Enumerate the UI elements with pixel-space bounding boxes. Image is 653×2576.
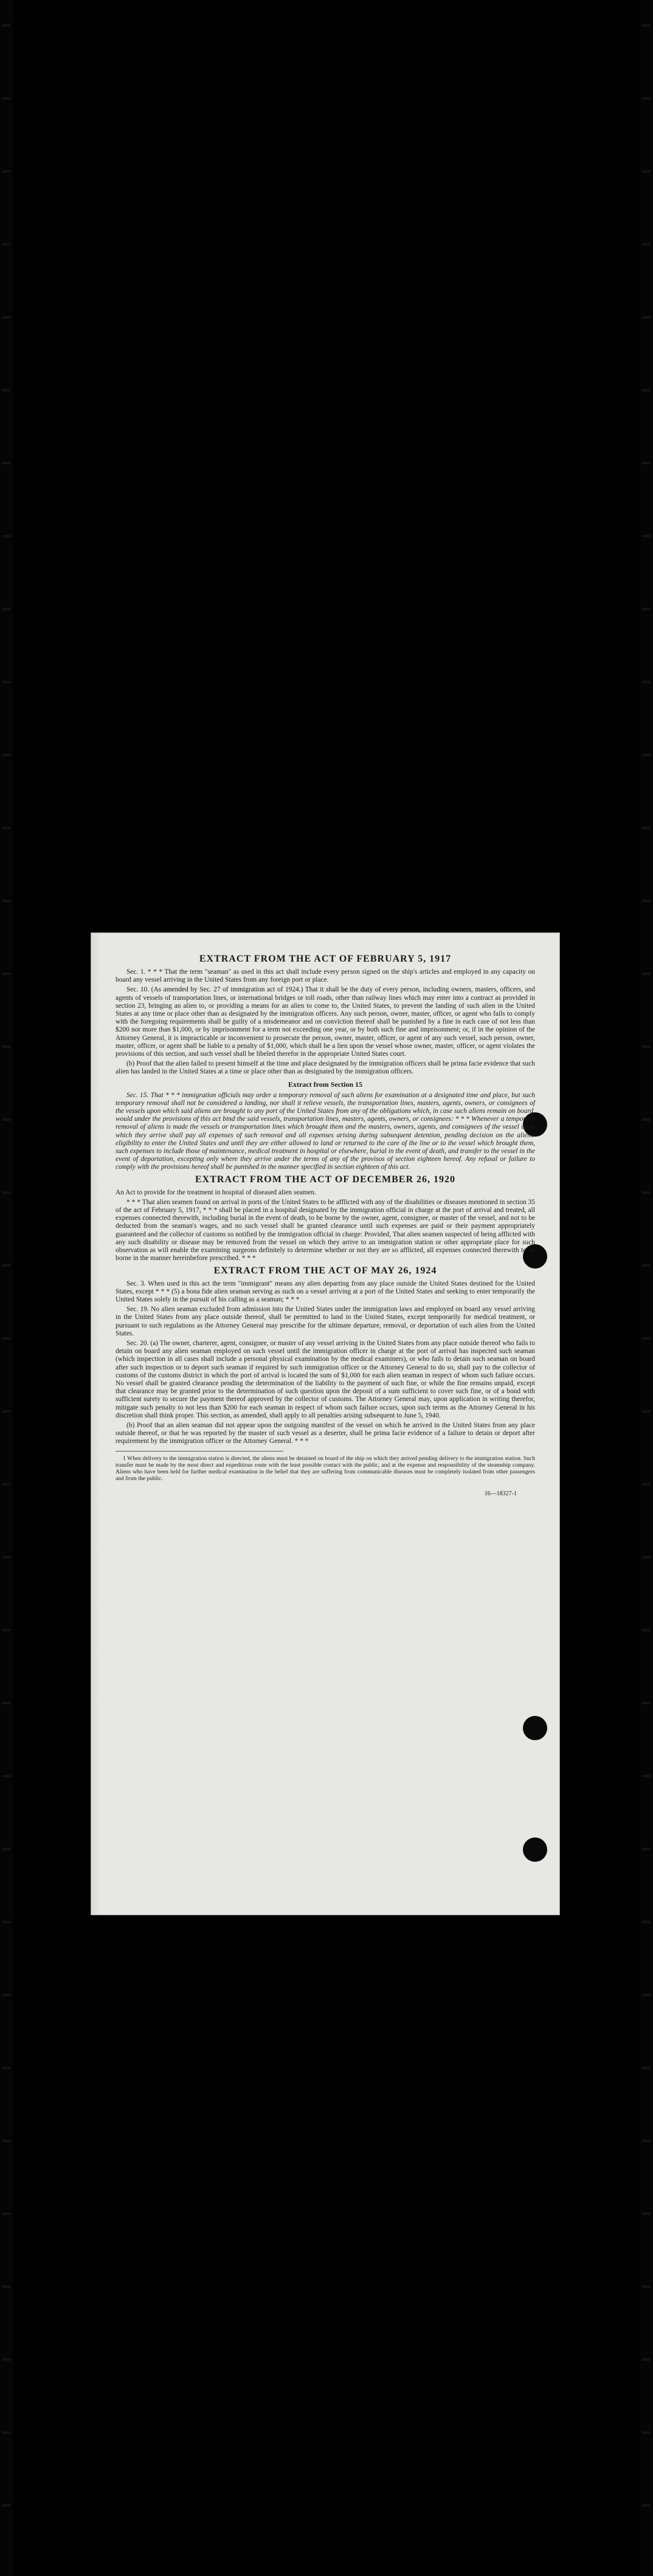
- film-sprocket-mark: [642, 900, 651, 902]
- film-sprocket-mark: [642, 1410, 651, 1413]
- film-sprocket-mark: [2, 1264, 11, 1267]
- paragraph: (b) Proof that the alien failed to present himself at the time and place designated by the immigration officers shall be prima facie evidence that such alien has landed in the United States at a time or place other than as designated by the immigration officers.: [116, 1060, 535, 1076]
- film-sprocket-mark: [2, 900, 11, 902]
- film-sprocket-mark: [642, 1337, 651, 1340]
- film-sprocket-mark: [2, 973, 11, 975]
- paragraph: Sec. 3. When used in this act the term "immigrant" means any alien departing from any place outside the United States destined for the United States, except * * * (5) a bona fide alien seaman serving as such on a vessel arriving at a port of the United States and seeking to enter temporarily the United States solely in the pursuit of his calling as a seaman; * * *: [116, 1279, 535, 1303]
- film-sprocket-mark: [2, 2067, 11, 2069]
- film-sprocket-mark: [642, 243, 651, 246]
- paragraph: Sec. 20. (a) The owner, charterer, agent, consignee, or master of any vessel arriving in the United States from any place outside thereof who fails to detain on board any alien seaman employed on such vessel until the immigration officer in charge at the port of arrival has inspected such seaman (which inspection in all cases shall include a personal physical examination by the medical examiners), or who fails to detain such seaman on board after such inspection or to deport such seaman if required by such immigration officer or the Attorney General to do so, shall pay to the collector of customs of the customs district in which the port of arrival is located the sum of $1,000 for each alien seaman in respect of whom such failure occurs. No vessel shall be granted clearance pending the determination of the liability to the payment of such fine, or while the fine remains unpaid, except that clearance may be granted prior to the determination of such question upon the deposit of a sum sufficient to cover such fine, or of a bond with sufficient surety to secure the payment thereof approved by the collector of customs. The Attorney General may, upon application in writing therefor, mitigate such penalty to not less than $200 for each seaman in respect of whom such failure occurs, upon such terms as the Attorney General in his discretion shall think proper. This section, as amended, shall apply to all penalties arising subsequent to June 5, 1940.: [116, 1339, 535, 1419]
- film-sprocket-mark: [2, 1556, 11, 1558]
- film-sprocket-mark: [642, 1629, 651, 1631]
- footnote-divider: [116, 1451, 283, 1452]
- film-sprocket-mark: [2, 1921, 11, 1923]
- film-sprocket-mark: [2, 754, 11, 756]
- film-sprocket-mark: [2, 24, 11, 27]
- punch-hole-3: [523, 1716, 547, 1740]
- document-page: [91, 933, 559, 1915]
- document-body: [116, 951, 535, 1497]
- film-sprocket-mark: [642, 608, 651, 610]
- film-edge-left: [0, 0, 13, 2576]
- film-sprocket-mark: [642, 1045, 651, 1048]
- film-sprocket-mark: [642, 973, 651, 975]
- film-sprocket-mark: [2, 170, 11, 173]
- film-sprocket-mark: [642, 2358, 651, 2361]
- film-sprocket-mark: [2, 681, 11, 683]
- film-sprocket-mark: [642, 2213, 651, 2215]
- film-sprocket-mark: [2, 462, 11, 464]
- film-sprocket-mark: [642, 2285, 651, 2288]
- film-sprocket-mark: [642, 681, 651, 683]
- film-sprocket-mark: [2, 2140, 11, 2142]
- film-sprocket-mark: [2, 827, 11, 829]
- film-sprocket-mark: [642, 1483, 651, 1486]
- film-sprocket-mark: [2, 1191, 11, 1194]
- film-sprocket-mark: [642, 462, 651, 464]
- paragraph: Sec. 19. No alien seaman excluded from admission into the United States under the immigration laws and employed on board any vessel arriving in the United States from any place outside thereof, shall be permitted to land in the United States, except temporarily for medical treatment, or pursuant to such regulations as the Attorney General may prescribe for the ultimate departure, removal, or deportation of such alien from the United States.: [116, 1306, 535, 1337]
- film-sprocket-mark: [642, 97, 651, 100]
- paragraph: Sec. 1. * * * That the term "seaman" as used in this act shall include every person signed on the ship's articles and employed in any capacity on board any vessel arriving in the United States from any foreign port or place.: [116, 968, 535, 984]
- film-sprocket-mark: [2, 2285, 11, 2288]
- film-sprocket-mark: [642, 389, 651, 391]
- film-sprocket-mark: [642, 1775, 651, 1777]
- film-sprocket-mark: [2, 97, 11, 100]
- film-sprocket-mark: [2, 535, 11, 537]
- film-sprocket-mark: [642, 316, 651, 319]
- paragraph: Sec. 15. That * * * immigration officials may order a temporary removal of such aliens for examination at a designated time and place, but such temporary removal shall not be considered a landing, nor shall it relieve vessels, the transportation lines, masters, agents, owners, or consignees of the vessels upon which said aliens are brought to any port of the United States from any of the obligations which, in case such aliens remain on board, would under the provisions of this act bind the said vessels, transportation lines, masters, agents, owners, or consignees: * * * Whenever a temporary removal of aliens is made the vessels or transportation lines which brought them and the masters, owners, agents, and consignees of the vessel upon which they arrive shall pay all expenses of such removal and all expenses arising during subsequent detention, pending decision on the aliens' eligibility to enter the United States and until they are either allowed to land or returned to the care of the line or to the vessel which brought them, such expenses to include those of maintenance, medical treatment in hospital or elsewhere, burial in the event of death, and transfer to the vessel in the event of deportation, excepting only where they arrive under the terms of any of the provisos of section eighteen hereof. Any refusal or failure to comply with the provisions hereof shall be punished in the manner specified in section eighteen of this act.: [116, 1091, 535, 1171]
- film-sprocket-mark: [642, 1848, 651, 1850]
- film-sprocket-mark: [2, 2358, 11, 2361]
- section-title: EXTRACT FROM THE ACT OF MAY 26, 1924: [213, 1265, 437, 1276]
- film-sprocket-mark: [2, 1775, 11, 1777]
- film-sprocket-mark: [642, 1118, 651, 1121]
- paragraph: * * * That alien seamen found on arrival in ports of the United States to be afflicted with any of the disabilities or diseases mentioned in section 35 of the act of February 5, 1917, * * * shall be placed in a hospital designated by the immigration official in charge at the port of arrival and treated, all expenses connected therewith, including burial in the event of death, to be borne by the owner, agent, consignee, or master of the vessel, and not to be deducted from the seaman's wages, and no such vessel shall be granted clearance until such expenses are paid or their payment appropriately guaranteed and the collector of customs so notified by the immigration official in charge: Provided, That alien seamen suspected of being afflicted with any such disability or disease may be removed from the vessel on which they arrive to an immigration station or other appropriate place for such observation as will enable the examining surgeons definitely to determine whether or not they are so afflicted, all expenses connected therewith to be borne in the manner hereinbefore prescribed. * * *: [116, 1198, 535, 1262]
- film-sprocket-mark: [2, 1848, 11, 1850]
- film-sprocket-mark: [642, 1191, 651, 1194]
- film-sprocket-mark: [642, 827, 651, 829]
- film-sprocket-mark: [2, 389, 11, 391]
- paragraph: An Act to provide for the treatment in hospital of diseased alien seamen.: [116, 1188, 316, 1196]
- film-sprocket-mark: [2, 608, 11, 610]
- film-edge-right: [640, 0, 653, 2576]
- page-edge-shade: [91, 933, 100, 1915]
- film-sprocket-mark: [642, 535, 651, 537]
- film-sprocket-mark: [642, 1264, 651, 1267]
- film-sprocket-mark: [2, 1702, 11, 1704]
- film-sprocket-mark: [642, 24, 651, 27]
- section-title: EXTRACT FROM THE ACT OF DECEMBER 26, 1920: [195, 1174, 455, 1185]
- film-sprocket-mark: [2, 1337, 11, 1340]
- film-sprocket-mark: [642, 2067, 651, 2069]
- film-sprocket-mark: [2, 2504, 11, 2507]
- paragraph: (b) Proof that an alien seaman did not appear upon the outgoing manifest of the vessel on which he arrived in the United States from any place outside thereof, or that he was reported by the master of such vessel as a deserter, shall be prima facie evidence of a failure to detain or deport after requirement by the immigration officer or the Attorney General. * * *: [116, 1421, 535, 1445]
- film-sprocket-mark: [642, 1994, 651, 1996]
- film-sprocket-mark: [2, 1045, 11, 1048]
- footnote: 1 When delivery to the immigration station is directed, the aliens must be detained on board of the ship on which they arrived pending delivery to the immigration station. Such transfer must be made by the most direct and expeditious route with the least possible contact with the public, and at the expense and responsibility of the steamship company. Aliens who have been held for further medical examination in the belief that they are suffering from communicable diseases must be completely isolated from other passengers and from the public.: [116, 1455, 535, 1482]
- film-sprocket-mark: [2, 2213, 11, 2215]
- film-sprocket-mark: [2, 1410, 11, 1413]
- section-title: EXTRACT FROM THE ACT OF FEBRUARY 5, 1917: [199, 954, 452, 964]
- film-sprocket-mark: [2, 2431, 11, 2434]
- film-sprocket-mark: [642, 1556, 651, 1558]
- film-sprocket-mark: [2, 1629, 11, 1631]
- film-sprocket-mark: [2, 316, 11, 319]
- film-sprocket-mark: [642, 2140, 651, 2142]
- film-sprocket-mark: [2, 243, 11, 246]
- paragraph: Sec. 10. (As amended by Sec. 27 of immigration act of 1924.) That it shall be the duty of every person, including owners, masters, officers, and agents of vessels of transportation lines, or international bridges or toll roads, other than railway lines which may enter into a contract as provided in section 23, bringing an alien to, or providing a means for an alien to come to, the United States, to prevent the landing of such alien in the United States at any time or place other than as designated by the immigration officers. Any such person, owner, master, officer, or agent who fails to comply with the foregoing requirements shall be guilty of a misdemeanor and on conviction thereof shall be punished by a fine in each case of not less than $200 nor more than $1,000, or by imprisonment for a term not exceeding one year, or by both such fine and imprisonment; or, if in the opinion of the Attorney General, it is impracticable or inconvenient to prosecute the person, owner, master, officer, or agent of any such vessel, such person, owner, master, officer, or agent shall be liable to a penalty of $1,000, which shall be a lien upon the vessel whose owner, master, officer, or agent violates the provisions of this section, and such vessel shall be libeled therefor in the appropriate United States court.: [116, 986, 535, 1058]
- film-sprocket-mark: [642, 754, 651, 756]
- punch-hole-4: [523, 1837, 547, 1862]
- film-sprocket-mark: [642, 1921, 651, 1923]
- film-sprocket-mark: [642, 2504, 651, 2507]
- print-code: 16—18327-1: [484, 1490, 517, 1497]
- film-sprocket-mark: [642, 2431, 651, 2434]
- film-sprocket-mark: [642, 170, 651, 173]
- film-sprocket-mark: [2, 1118, 11, 1121]
- film-sprocket-mark: [642, 1702, 651, 1704]
- film-sprocket-mark: [2, 1483, 11, 1486]
- film-sprocket-mark: [2, 1994, 11, 1996]
- section-subtitle: Extract from Section 15: [288, 1080, 363, 1089]
